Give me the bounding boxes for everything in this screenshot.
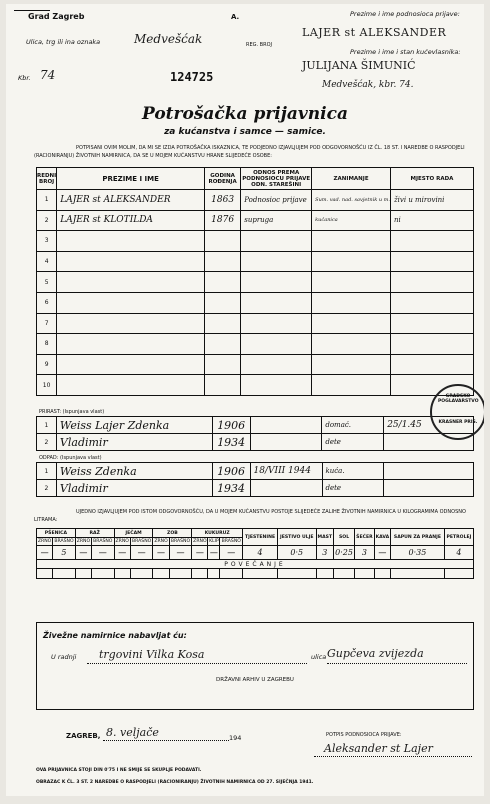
supply-group: KUKURUZ	[192, 529, 243, 538]
supply-value: 0·35	[391, 546, 445, 560]
row-occupation	[312, 313, 391, 334]
row-year	[204, 375, 240, 396]
supply-subhead: ZRNO	[193, 539, 207, 544]
supply-empty-cell	[153, 569, 169, 579]
footer-note-1: OVA PRIJAVNICA STOJI DIN 0'75 I NE SMIJE SE SKUPLJE PODAVATI.	[36, 768, 202, 773]
row-workplace	[390, 334, 473, 355]
date-place-label: ZAGREB,	[66, 732, 101, 740]
row-number: 4	[37, 251, 57, 272]
row-number: 5	[37, 272, 57, 293]
row-number: 2	[37, 210, 57, 231]
supply-value: —	[169, 546, 192, 560]
round-stamp	[430, 384, 484, 440]
row-workplace	[390, 354, 473, 375]
street-label-2: ulica	[311, 653, 327, 661]
supply-group: PŠENICA	[37, 529, 76, 538]
row-year	[204, 251, 240, 272]
row-number: 8	[37, 334, 57, 355]
row-workplace	[390, 231, 473, 252]
city-rule	[14, 10, 50, 11]
intro-text: POTPISANI OVIM MOLIM, DA MI SE IZDA POTROŠAČKA ISKAZNICA, TE PODJEDNO IZJAVLJUJEM POD ODGOVORNOŠĆU IZ ČL. 18 ST. I NAREDBE O RASPODJELI (RACIONIRANJU) ŽIVOTNIH NAMIRNICA, DA SE U MOJEM KUĆANSTVU HRANE SLIJEDEĆE OSOBE:	[34, 145, 465, 159]
row-number: 2	[37, 480, 57, 497]
supply-empty-cell	[355, 569, 375, 579]
supply-empty-cell	[220, 569, 243, 579]
kbr-label: Kbr.	[18, 74, 31, 82]
supply-value: 4	[243, 546, 278, 560]
prirast-row	[37, 434, 474, 451]
row-workplace	[390, 272, 473, 293]
supplies-intro: UJEDNO IZJAVLJUJEM POD ISTOM ODGOVORNOŠĆU, DA U MOJEM KUĆANSTVU POSTOJE SLIJEDEĆE ZALIHE ŽIVOTNIH NAMIRNICA U KILOGRAMIMA ODNOSNO LITRAMA:	[34, 509, 466, 523]
row-workplace: živi u mirovini	[390, 190, 473, 211]
signature: Aleksander st Lajer	[324, 742, 433, 755]
landlord-address: Medvešćak, kbr. 74.	[322, 80, 414, 90]
kbr-value: 74	[40, 68, 56, 82]
row-relation	[241, 231, 312, 252]
reg-number: 124725	[170, 70, 214, 84]
row-relation	[250, 417, 322, 434]
row-name	[57, 272, 205, 293]
row-number: 3	[37, 231, 57, 252]
purchase-heading: Živežne namirnice nabavljat ću:	[43, 631, 187, 640]
row-year: 1934	[212, 434, 250, 451]
row-name: LAJER st KLOTILDA	[57, 210, 205, 231]
col-prezime: PREZIME I IME	[57, 168, 205, 190]
supply-value: —	[153, 546, 169, 560]
supply-subhead: BRAŠNO	[93, 539, 113, 544]
row-year	[204, 334, 240, 355]
form-title: Potrošačka prijavnica	[142, 104, 348, 124]
row-occupation: dete	[322, 480, 384, 497]
supply-subhead: KLIP	[209, 539, 219, 544]
supply-group: KAVA	[374, 529, 390, 546]
row-relation	[241, 334, 312, 355]
form-subtitle: za kućanstva i samce — samice.	[164, 127, 326, 137]
row-name: LAJER st ALEKSANDER	[57, 190, 205, 211]
row-relation	[241, 313, 312, 334]
date-year: 194	[229, 734, 242, 742]
row-number: 1	[37, 190, 57, 211]
odpad-table	[36, 462, 474, 497]
row-year: 1876	[204, 210, 240, 231]
row-relation	[250, 434, 322, 451]
col-mjesto: MJESTO RADA	[390, 168, 473, 190]
row-number: 1	[37, 463, 57, 480]
row-occupation: kuća.	[322, 463, 384, 480]
row-year	[204, 292, 240, 313]
row-occupation	[312, 272, 391, 293]
supply-group: SAPUN ZA PRANJE	[391, 529, 445, 546]
street-line	[327, 663, 467, 664]
povecanje-label: POVEĆANJE	[37, 560, 474, 569]
row-name	[57, 375, 205, 396]
supply-empty-cell	[334, 569, 355, 579]
supply-subhead: ZRNO	[76, 539, 91, 544]
row-relation	[241, 375, 312, 396]
supply-empty-cell	[53, 569, 76, 579]
member-row	[37, 251, 474, 272]
supply-subhead: ZRNO	[154, 539, 168, 544]
member-row	[37, 313, 474, 334]
landlord-value: JULIJANA ŠIMUNIĆ	[302, 59, 416, 72]
member-row	[37, 375, 474, 396]
applicant-value: LAJER st ALEKSANDER	[302, 26, 447, 39]
row-relation	[241, 354, 312, 375]
supply-group: PETROLEJ	[444, 529, 473, 546]
row-number: 9	[37, 354, 57, 375]
supply-group: JEČAM	[114, 529, 153, 538]
row-number: 6	[37, 292, 57, 313]
row-name	[57, 334, 205, 355]
supply-empty-cell	[243, 569, 278, 579]
supply-value: —	[114, 546, 130, 560]
supply-subhead: ZRNO	[37, 539, 52, 544]
row-name	[57, 313, 205, 334]
form-letter: A.	[231, 13, 240, 21]
supply-empty-cell	[75, 569, 91, 579]
supplies-table	[36, 528, 474, 579]
row-year	[204, 354, 240, 375]
members-table	[36, 167, 474, 396]
shop-line	[87, 663, 307, 664]
row-relation	[241, 272, 312, 293]
prirast-row	[37, 417, 474, 434]
odpad-label: ODPAD: (Ispunjava vlast)	[39, 455, 102, 461]
row-number: 1	[37, 417, 57, 434]
row-year	[204, 313, 240, 334]
supply-value: 4	[444, 546, 473, 560]
odpad-row	[37, 480, 474, 497]
supply-value: —	[37, 546, 53, 560]
row-occupation	[312, 334, 391, 355]
supply-empty-cell	[91, 569, 114, 579]
row-number: 7	[37, 313, 57, 334]
street-value: Medvešćak	[134, 32, 203, 46]
row-relation	[241, 251, 312, 272]
member-row	[37, 334, 474, 355]
row-number: 10	[37, 375, 57, 396]
row-year: 1934	[212, 480, 250, 497]
stamp-top-text: GRADSKO POGLAVARSTVO	[438, 394, 479, 404]
archive-stamp: DRŽAVNI ARHIV U ZAGREBU	[216, 677, 294, 683]
row-name: Weiss Zdenka	[56, 463, 212, 480]
member-row	[37, 292, 474, 313]
supply-empty-cell	[169, 569, 192, 579]
row-name: Weiss Lajer Zdenka	[56, 417, 212, 434]
supply-empty-cell	[192, 569, 208, 579]
row-workplace: ni	[390, 210, 473, 231]
row-workplace	[384, 463, 474, 480]
row-name	[57, 251, 205, 272]
prirast-label: PRIRAST: (Ispunjava vlast)	[39, 409, 105, 415]
supply-value: —	[91, 546, 114, 560]
row-occupation	[312, 292, 391, 313]
supply-subhead: BRAŠNO	[54, 539, 74, 544]
supply-value: —	[130, 546, 153, 560]
purchase-box	[36, 622, 474, 710]
supply-empty-cell	[277, 569, 316, 579]
row-relation: supruga	[241, 210, 312, 231]
row-relation: 18/VIII 1944	[250, 463, 322, 480]
row-workplace	[390, 251, 473, 272]
row-workplace: 25/1.45	[384, 417, 474, 434]
col-zanimanje: ZANIMANJE	[312, 168, 391, 190]
supply-subhead: BRAŠNO	[131, 539, 152, 544]
form-page	[6, 4, 484, 796]
applicant-label: Prezime i ime podnosioca prijave:	[350, 10, 460, 18]
supply-group: ZOB	[153, 529, 192, 538]
row-name: Vladimir	[56, 434, 212, 451]
street-value-2: Gupčeva zvijezda	[327, 647, 424, 660]
col-godina: GODINA ROĐENJA	[204, 168, 240, 190]
row-year: 1863	[204, 190, 240, 211]
col-redni: REDNI BROJ	[37, 168, 57, 190]
supply-value: 0·5	[277, 546, 316, 560]
supply-empty-cell	[316, 569, 333, 579]
row-occupation: dete	[322, 434, 384, 451]
odpad-row	[37, 463, 474, 480]
date-value: 8. veljače	[106, 726, 159, 739]
city-name: Grad Zagreb	[28, 12, 85, 21]
row-workplace	[390, 292, 473, 313]
supply-subhead: ZRNO	[115, 539, 129, 544]
supply-empty-cell	[391, 569, 445, 579]
row-name	[57, 354, 205, 375]
reg-label: REG. BROJ	[246, 42, 273, 48]
row-year: 1906	[212, 463, 250, 480]
supply-group: TJESTENINE	[243, 529, 278, 546]
supply-value: 3	[355, 546, 375, 560]
supply-empty-cell	[374, 569, 390, 579]
supply-value: 3	[316, 546, 333, 560]
row-occupation: Sum. vad. nad. savjetnik u m.	[312, 190, 391, 211]
street-label: Ulica, trg ili ina oznaka	[26, 38, 101, 46]
row-year	[204, 272, 240, 293]
row-workplace	[384, 480, 474, 497]
col-odnos: ODNOS PREMA PODNOSIOCU PRIJAVE ODN. STAREŠINI	[242, 169, 311, 188]
supply-value: —	[75, 546, 91, 560]
supply-value: 5	[53, 546, 76, 560]
supply-subhead: BRAŠNO	[170, 539, 191, 544]
member-row	[37, 190, 474, 211]
row-number: 2	[37, 434, 57, 451]
member-row	[37, 272, 474, 293]
row-occupation	[312, 231, 391, 252]
supply-value: —	[208, 546, 220, 560]
row-workplace	[390, 313, 473, 334]
supply-value: —	[192, 546, 208, 560]
supply-group: RAŽ	[75, 529, 114, 538]
member-row	[37, 210, 474, 231]
row-name	[57, 231, 205, 252]
supply-group: JESTIVO ULJE	[277, 529, 316, 546]
row-occupation	[312, 375, 391, 396]
shop-label: U radnji	[51, 653, 77, 661]
row-relation	[250, 480, 322, 497]
supply-empty-cell	[37, 569, 53, 579]
row-year: 1906	[212, 417, 250, 434]
supply-empty-cell	[208, 569, 220, 579]
footer-note-2: OBRAZAC K ČL. 3 ST. 2 NAREDBE O RASPODJELI (RACIONIRANJU) ŽIVOTNIH NAMIRNICA OD 27. SIJEČNJA 1941.	[36, 780, 314, 785]
row-occupation: kućanica	[312, 210, 391, 231]
supply-value: —	[220, 546, 243, 560]
signature-label: POTPIS PODNOSIOCA PRIJAVE:	[326, 732, 402, 738]
supply-empty-cell	[130, 569, 153, 579]
member-row	[37, 354, 474, 375]
shop-value: trgovini Vilka Kosa	[99, 648, 205, 661]
supply-value: —	[374, 546, 390, 560]
row-occupation	[312, 251, 391, 272]
supply-empty-cell	[114, 569, 130, 579]
supply-value: 0·25	[334, 546, 355, 560]
row-occupation	[312, 354, 391, 375]
supply-group: SOL	[334, 529, 355, 546]
prirast-table	[36, 416, 474, 451]
landlord-label: Prezime i ime i stan kućevlasnika:	[350, 48, 461, 56]
row-relation	[241, 292, 312, 313]
signature-line	[314, 756, 472, 757]
row-year	[204, 231, 240, 252]
stamp-bottom-text: KRASNER PRIS.	[438, 420, 478, 425]
row-relation: Podnosioc prijave	[241, 190, 312, 211]
supply-group: MAST	[316, 529, 333, 546]
row-name: Vladimir	[56, 480, 212, 497]
date-line	[103, 740, 229, 741]
supply-empty-cell	[444, 569, 473, 579]
row-occupation: domać.	[322, 417, 384, 434]
row-name	[57, 292, 205, 313]
supply-subhead: BRAŠNO	[221, 539, 241, 544]
member-row	[37, 231, 474, 252]
supply-group: ŠEĆER	[355, 529, 375, 546]
